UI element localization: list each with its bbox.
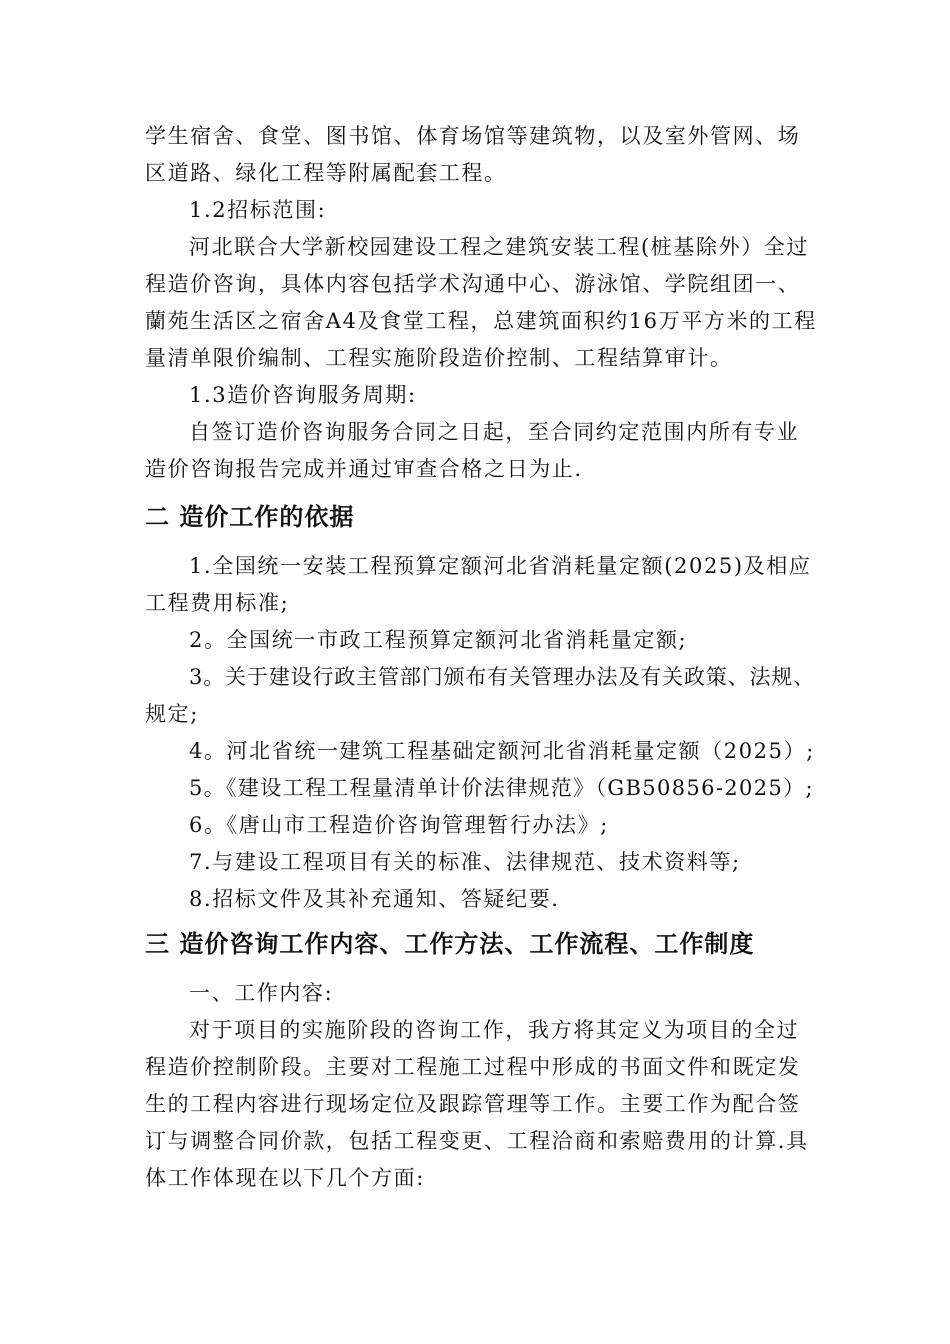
paragraph-line: 体工作体现在以下几个方面: <box>145 1166 425 1190</box>
paragraph-line: 程造价咨询，具体内容包括学术沟通中心、游泳馆、学院组团一、 <box>145 272 801 296</box>
list-item: 工程费用标准; <box>145 591 290 615</box>
section-heading: 三 造价咨询工作内容、工作方法、工作流程、工作制度 <box>145 930 755 958</box>
list-item: 3。关于建设行政主管部门颁布有关管理办法及有关政策、法规、 <box>189 665 816 689</box>
list-item: 1.全国统一安装工程预算定额河北省消耗量定额(2025)及相应 <box>189 554 812 578</box>
paragraph-line: 区道路、绿化工程等附属配套工程。 <box>145 161 507 185</box>
list-item: 规定; <box>145 702 199 726</box>
list-item: 8.招标文件及其补充通知、答疑纪要. <box>189 887 560 911</box>
paragraph-line: 订与调整合同价款，包括工程变更、工程洽商和索赔费用的计算.具 <box>145 1129 809 1153</box>
subsection-title: 1.3造价咨询服务周期: <box>189 383 417 407</box>
list-item: 2。全国统一市政工程预算定额河北省消耗量定额; <box>189 628 688 652</box>
paragraph-line: 蘭苑生活区之宿舍A4及食堂工程，总建筑面积约16万平方米的工程 <box>145 309 817 333</box>
list-item: 4。河北省统一建筑工程基础定额河北省消耗量定额（2025）; <box>189 739 815 763</box>
paragraph-line: 生的工程内容进行现场定位及跟踪管理等工作。主要工作为配合签 <box>145 1092 801 1116</box>
paragraph-line: 河北联合大学新校园建设工程之建筑安装工程(桩基除外）全过 <box>189 235 809 259</box>
paragraph-line: 程造价控制阶段。主要对工程施工过程中形成的书面文件和既定发 <box>145 1055 801 1079</box>
paragraph-line: 造价咨询报告完成并通过审查合格之日为止. <box>145 457 583 481</box>
list-item: 5。《建设工程工程量清单计价法律规范》（GB50856-2025）; <box>189 776 814 800</box>
section-heading: 二 造价工作的依据 <box>145 503 355 531</box>
subsection-title: 一、工作内容: <box>189 981 334 1005</box>
paragraph-line: 自签订造价咨询服务合同之日起，至合同约定范围内所有专业 <box>189 420 800 444</box>
paragraph-line: 学生宿舍、食堂、图书馆、体育场馆等建筑物，以及室外管网、场 <box>145 124 801 148</box>
paragraph-line: 量清单限价编制、工程实施阶段造价控制、工程结算审计。 <box>145 346 733 370</box>
paragraph-line: 对于项目的实施阶段的咨询工作，我方将其定义为项目的全过 <box>189 1018 800 1042</box>
list-item: 7.与建设工程项目有关的标准、法律规范、技术资料等; <box>189 850 741 874</box>
subsection-title: 1.2招标范围: <box>189 198 327 222</box>
list-item: 6。《唐山市工程造价咨询管理暂行办法》; <box>189 813 609 837</box>
